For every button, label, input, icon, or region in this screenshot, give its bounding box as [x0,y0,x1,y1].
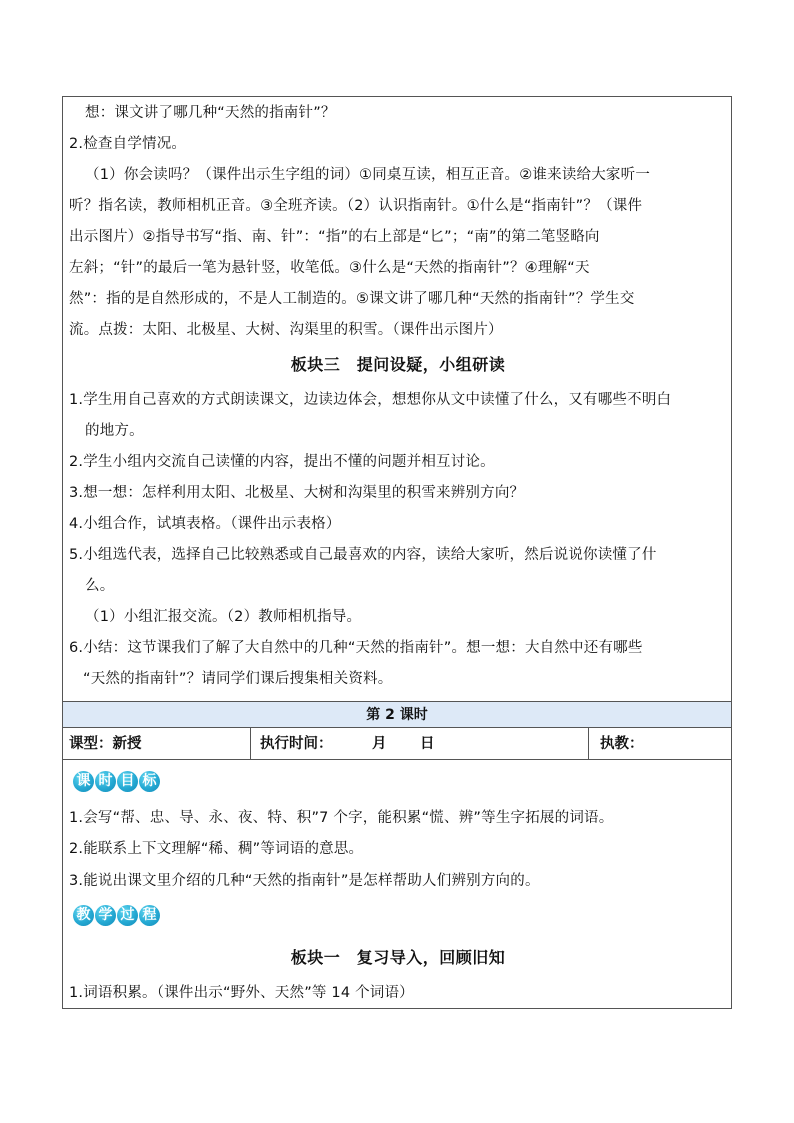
badge-char: 教 [73,905,94,926]
text-line: 2.检查自学情况。 [69,136,187,152]
badge-char: 学 [95,905,116,926]
text-line: 想：课文讲了哪几种“天然的指南针”？ [85,105,336,121]
day-label: 日 [420,736,435,752]
objective-item: 2.能联系上下文理解“稀、稠”等词语的意思。 [69,841,364,857]
teacher-label: 执教： [600,736,644,752]
objectives-badge [73,771,160,792]
text-line: 左斜；“针”的最后一笔为悬针竖，收笔低。③什么是“天然的指南针”？④理解“天 [69,260,590,276]
text-line: 的地方。 [85,423,144,439]
text-line: 出示图片）②指导书写“指、南、针”：“指”的右上部是“匕”；“南”的第二笔竖略向 [69,229,600,245]
process-badge [73,905,160,926]
cell-divider [588,728,589,759]
row-divider [63,727,731,728]
objective-item: 3.能说出课文里介绍的几种“天然的指南针”是怎样帮助人们辨别方向的。 [69,873,540,889]
section-heading: 板块三 提问设疑，小组研读 [290,355,506,374]
text-line: 然”：指的是自然形成的，不是人工制造的。⑤课文讲了哪几种“天然的指南针”？学生交 [69,291,635,307]
badge-char: 过 [117,905,138,926]
text-line: 听？指名读，教师相机正音。③全班齐读。（2）认识指南针。①什么是“指南针”？（课件 [69,198,643,214]
text-line: 流。点拨：太阳、北极星、大树、沟渠里的积雪。（课件出示图片） [69,322,503,338]
text-line: （1）你会读吗？（课件出示生字组的词）①同桌互读，相互正音。②谁来读给大家听一 [85,167,651,183]
course-type-label: 课型：新授 [69,736,142,752]
badge-char: 程 [139,905,160,926]
month-label: 月 [372,736,387,752]
text-line: 4.小组合作，试填表格。（课件出示表格） [69,516,341,532]
text-line: （1）小组汇报交流。（2）教师相机指导。 [85,609,362,625]
badge-char: 目 [117,771,138,792]
text-line: 1.词语积累。（课件出示“野外、天然”等 14 个词语） [69,985,414,1001]
text-line: 么。 [85,578,115,594]
objective-item: 1.会写“帮、忠、导、永、夜、特、积”7 个字，能积累“慌、辨”等生字拓展的词语。 [69,810,614,826]
cell-divider [250,728,251,759]
lesson-band-label: 第 2 课时 [366,707,428,723]
text-line: 1.学生用自己喜欢的方式朗读课文，边读边体会，想想你从文中读懂了什么，又有哪些不明白 [69,392,672,408]
badge-char: 标 [139,771,160,792]
text-line: 3.想一想：怎样利用太阳、北极星、大树和沟渠里的积雪来辨别方向？ [69,485,525,501]
badge-char: 课 [73,771,94,792]
text-line: 5.小组选代表，选择自己比较熟悉或自己最喜欢的内容，读给大家听，然后说说你读懂了什 [69,547,657,563]
text-line: 6.小结：这节课我们了解了大自然中的几种“天然的指南针”。想一想：大自然中还有哪些 [69,640,643,656]
lesson-plan-table [62,96,732,1009]
execution-time-label: 执行时间： [260,736,333,752]
section-heading: 板块一 复习导入，回顾旧知 [290,948,506,967]
text-line: 2.学生小组内交流自己读懂的内容，提出不懂的问题并相互讨论。 [69,454,495,470]
row-divider [63,759,731,760]
text-line: “天然的指南针”？请同学们课后搜集相关资料。 [83,671,393,687]
badge-char: 时 [95,771,116,792]
